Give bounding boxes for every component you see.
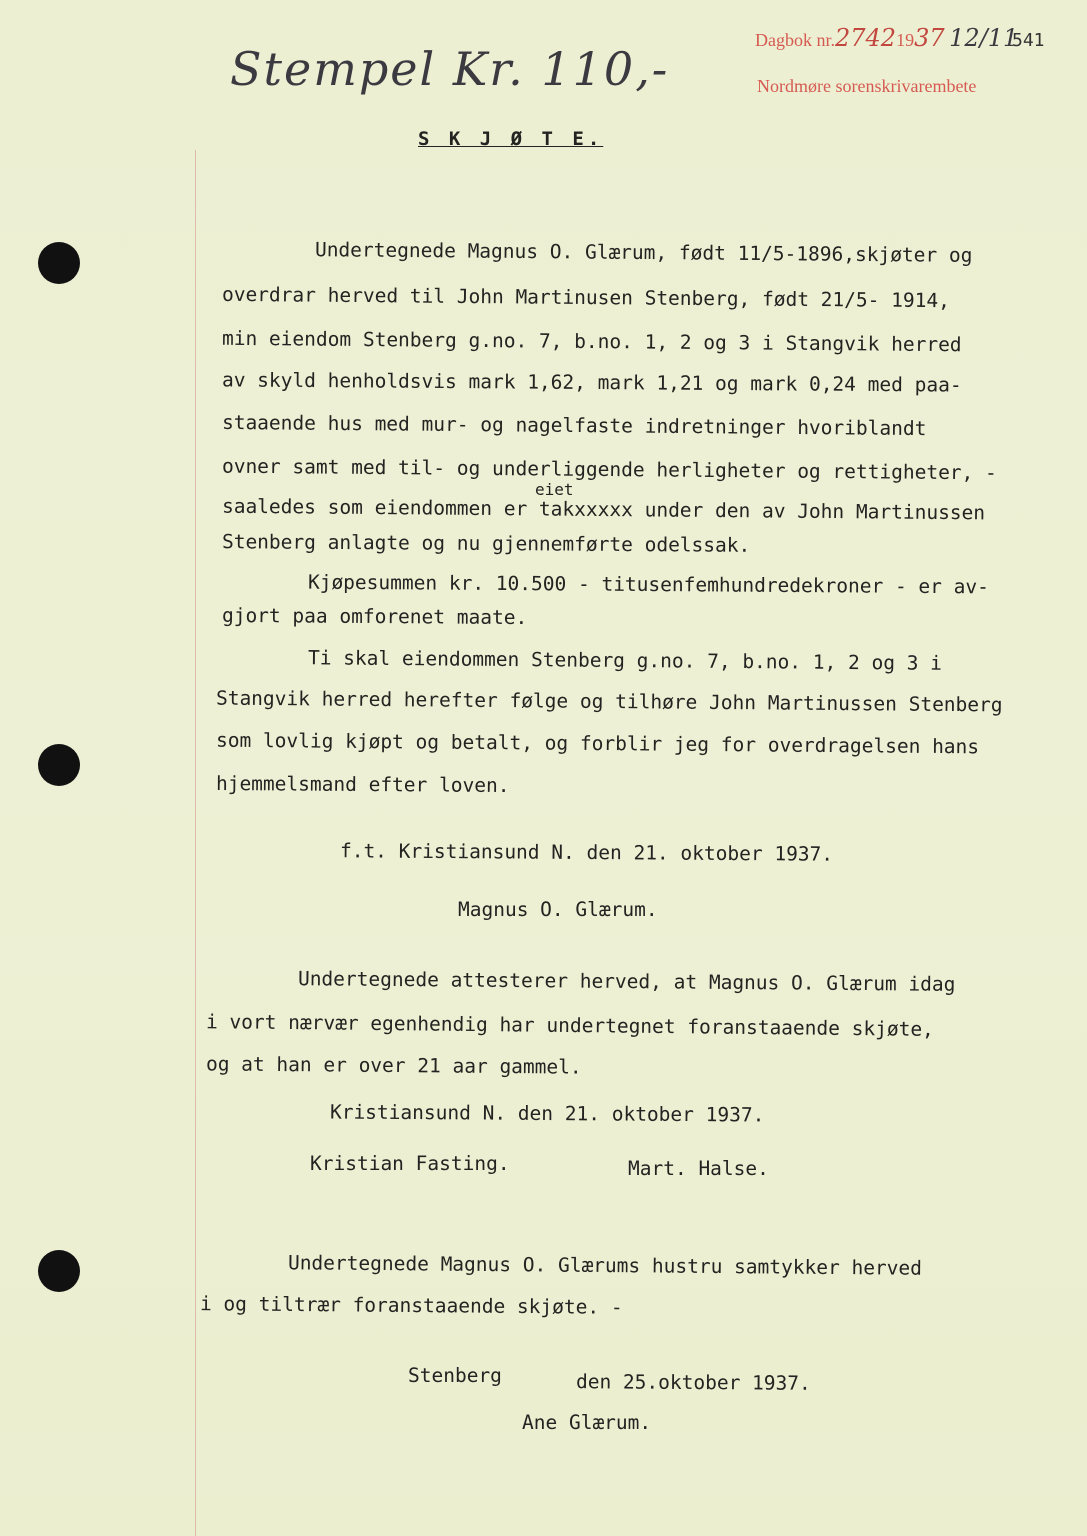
- consent-line: Undertegnede Magnus O. Glærums hustru samtykker herved: [287, 1251, 923, 1280]
- signature-seller: Magnus O. Glærum.: [458, 898, 658, 921]
- deed-line: Ti skal eiendommen Stenberg g.no. 7, b.no. 1, 2 og 3 i: [307, 646, 943, 675]
- journal-number: 2742: [835, 24, 897, 52]
- journal-stamp-line1: [755, 24, 1018, 52]
- attest-line: og at han er over 21 aar gammel.: [205, 1052, 582, 1079]
- attest-line: i vort nærvær egenhendig har undertegnet foranstaaende skjøte,: [205, 1010, 934, 1041]
- page-number: 541: [1012, 30, 1045, 51]
- handwritten-stamp-duty-note: Stempel Kr. 110,-: [230, 42, 670, 96]
- deed-line: ovner samt med til- og underliggende herligheter og rettigheter, -: [221, 454, 997, 485]
- punch-hole: [38, 1250, 80, 1292]
- punch-hole: [38, 242, 80, 284]
- witness-signature: Kristian Fasting.: [310, 1152, 510, 1175]
- consent-line: i og tiltrær foranstaaende skjøte. -: [199, 1292, 623, 1319]
- deed-line: gjort paa omforenet maate.: [221, 603, 528, 630]
- witness-signature: Mart. Halse.: [628, 1157, 769, 1180]
- punch-hole: [38, 744, 80, 786]
- journal-stamp-label: Dagbok nr.: [755, 30, 835, 50]
- deed-line: staaende hus med mur- og nagelfaste indretninger hvoriblandt: [221, 410, 927, 441]
- date: den 25.oktober 1937.: [575, 1370, 811, 1395]
- deed-line: Stangvik herred herefter følge og tilhøre John Martinussen Stenberg: [215, 686, 1003, 717]
- deed-line: Kjøpesummen kr. 10.500 - titusenfemhundredekroner - er av-: [307, 570, 989, 599]
- deed-line: av skyld henholdsvis mark 1,62, mark 1,21 og mark 0,24 med paa-: [221, 368, 962, 397]
- journal-date: 12/11: [949, 24, 1019, 52]
- document-title: S K J Ø T E.: [418, 128, 604, 150]
- deed-line: som lovlig kjøpt og betalt, og forblir jeg for overdragelsen hans: [215, 728, 980, 759]
- deed-line: hjemmelsmand efter loven.: [215, 771, 510, 798]
- journal-year-suffix: 37: [914, 24, 945, 52]
- margin-line: [195, 150, 196, 1536]
- signature-wife: Ane Glærum.: [522, 1411, 652, 1434]
- journal-stamp-line2: Nordmøre sorenskrivarembete: [757, 76, 977, 96]
- place: Stenberg: [408, 1364, 502, 1387]
- attest-line: Undertegnede attesterer herved, at Magnus O. Glærum idag: [297, 967, 956, 996]
- journal-year-prefix: 19: [896, 30, 915, 50]
- place-date: f.t. Kristiansund N. den 21. oktober 1937.: [339, 839, 834, 866]
- deed-line: min eiendom Stenberg g.no. 7, b.no. 1, 2 og 3 i Stangvik herred: [221, 326, 962, 357]
- deed-line: overdrar herved til John Martinusen Stenberg, født 21/5- 1914,: [221, 282, 950, 313]
- deed-line: saaledes som eiendommen er takxxxxx under den av John Martinussen: [221, 494, 986, 525]
- inserted-word: eiet: [535, 480, 574, 499]
- deed-line: Stenberg anlagte og nu gjennemførte odelssak.: [221, 530, 751, 557]
- place-date: Kristiansund N. den 21. oktober 1937.: [329, 1100, 765, 1127]
- deed-line: Undertegnede Magnus O. Glærum, født 11/5-1896,skjøter og: [314, 238, 973, 267]
